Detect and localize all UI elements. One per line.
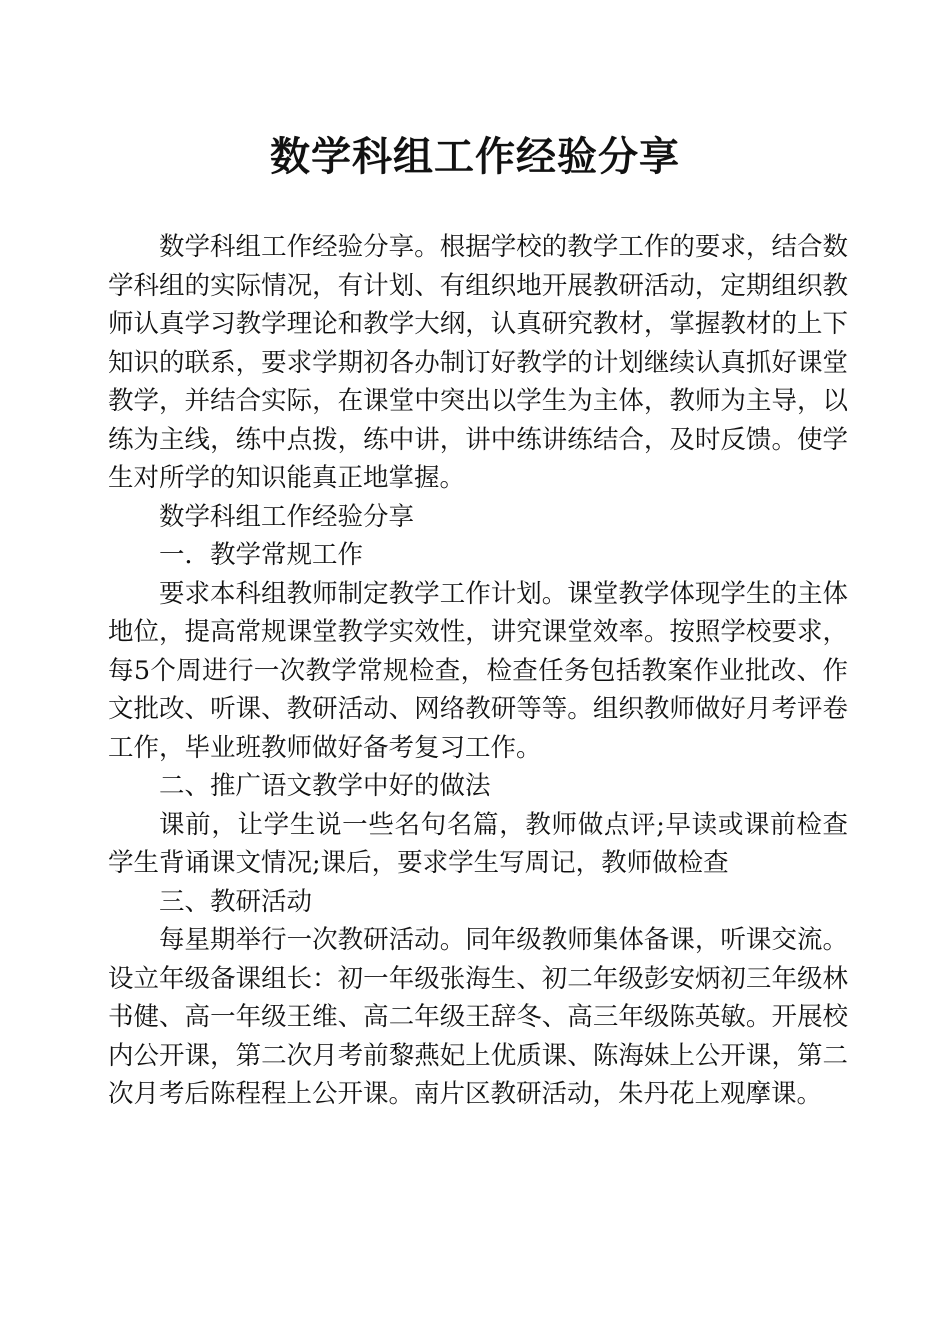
document-body [108, 228, 848, 1114]
section-heading-2: 二、推广语文教学中好的做法 [159, 771, 491, 801]
section-2-paragraph: 课前，让学生说一些名句名篇，教师做点评;早读或课前检查学生背诵课文情况;课后，要求学生写周记，教师做检查 [108, 809, 848, 878]
intro-paragraph: 数学科组工作经验分享。根据学校的教学工作的要求，结合数学科组的实际情况，有计划、有组织地开展教研活动，定期组织教师认真学习教学理论和教学大纲，认真研究教材，掌握教材的上下知识的联系，要求学期初各办制订好教学的计划继续认真抓好课堂教学，并结合实际，在课堂中突出以学生为主体，教师为主导，以练为主线，练中点拨，练中讲，讲中练讲练结合，及时反馈。使学生对所学的知识能真正地掌握。 [108, 232, 848, 493]
section-3-paragraph: 每星期举行一次教研活动。同年级教师集体备课，听课交流。设立年级备课组长：初一年级张海生、初二年级彭安炳初三年级林书健、高一年级王维、高二年级王辞冬、高三年级陈英敏。开展校内公开课，第二次月考前黎燕妃上优质课、陈海妹上公开课，第二次月考后陈程程上公开课。南片区教研活动，朱丹花上观摩课。 [108, 925, 848, 1109]
document-title: 数学科组工作经验分享 [270, 132, 680, 180]
section-1-paragraph: 要求本科组教师制定教学工作计划。课堂教学体现学生的主体地位，提高常规课堂教学实效性，讲究课堂效率。按照学校要求，每5个周进行一次教学常规检查，检查任务包括教案作业批改、作文批改、听课、教研活动、网络教研等等。组织教师做好月考评卷工作，毕业班教师做好备考复习工作。 [108, 578, 848, 763]
subtitle-line: 数学科组工作经验分享 [159, 501, 415, 532]
section-heading-3: 三、教研活动 [159, 886, 313, 917]
section-heading-1: 一．教学常规工作 [159, 540, 364, 570]
